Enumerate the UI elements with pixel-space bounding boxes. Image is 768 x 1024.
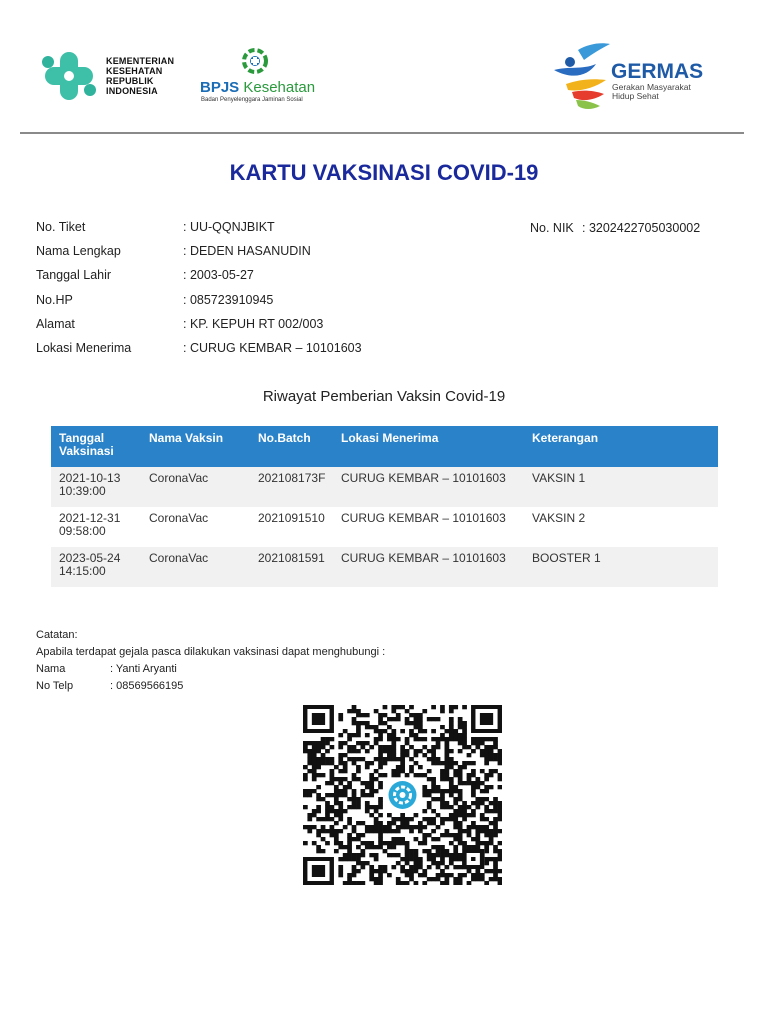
kemenkes-name: KEMENTERIAN KESEHATAN REPUBLIK INDONESIA xyxy=(106,56,175,96)
bpjs-subtitle: Badan Penyelenggara Jaminan Sosial xyxy=(201,97,303,103)
germas-title: GERMAS xyxy=(611,60,704,83)
info-row-birthdate xyxy=(36,268,736,292)
germas-logo-icon xyxy=(548,40,618,112)
contact-name-label: Nama xyxy=(36,663,66,675)
table-row xyxy=(51,467,718,507)
qr-code-icon xyxy=(303,705,502,885)
header-batch: No.Batch xyxy=(258,431,311,445)
kemenkes-logo xyxy=(38,50,174,102)
contact-name-row xyxy=(36,663,385,680)
germas-subtitle: Gerakan Masyarakat Hidup Sehat xyxy=(612,82,691,101)
cell-location: CURUG KEMBAR – 10101603 xyxy=(341,551,506,565)
info-row-address xyxy=(36,317,736,341)
cell-note: VAKSIN 2 xyxy=(532,511,586,525)
header-vaccine: Nama Vaksin xyxy=(149,431,224,445)
cell-note: VAKSIN 1 xyxy=(532,471,586,485)
cell-location: CURUG KEMBAR – 10101603 xyxy=(341,471,506,485)
kemenkes-logo-icon xyxy=(38,50,100,102)
table-header xyxy=(51,426,718,467)
vaccination-history-table xyxy=(51,426,718,587)
info-value: : 2003-05-27 xyxy=(183,268,254,283)
contact-phone-row xyxy=(36,680,385,697)
cell-date: 2021-10-13 10:39:00 xyxy=(59,471,121,498)
qr-code xyxy=(303,705,502,885)
info-value: : UU-QQNJBIKT xyxy=(183,220,275,234)
header-divider xyxy=(20,132,744,134)
germas-logo xyxy=(548,40,723,115)
contact-phone-label: No Telp xyxy=(36,680,74,692)
info-label: Nama Lengkap xyxy=(36,244,121,259)
info-value: : DEDEN HASANUDIN xyxy=(183,244,311,259)
info-value: : KP. KEPUH RT 002/003 xyxy=(183,316,324,331)
nik-value: : 3202422705030002 xyxy=(582,221,701,235)
info-row-name xyxy=(36,244,736,268)
bpjs-name: BPJS Kesehatan xyxy=(200,79,316,96)
table-row xyxy=(51,547,718,587)
notes-section xyxy=(36,629,385,697)
nik-field xyxy=(530,221,700,235)
cell-batch: 2021081591 xyxy=(258,551,325,565)
header-date: Tanggal Vaksinasi xyxy=(59,431,114,458)
cell-batch: 202108173F xyxy=(258,471,326,485)
info-label: No. Tiket xyxy=(36,220,86,234)
info-label: Alamat xyxy=(36,316,75,331)
info-value: : CURUG KEMBAR – 10101603 xyxy=(183,340,362,355)
notes-title: Catatan: xyxy=(36,629,78,641)
personal-info xyxy=(36,220,736,365)
bpjs-logo-icon xyxy=(240,46,270,76)
cell-date: 2021-12-31 09:58:00 xyxy=(59,511,121,538)
contact-name-value: : Yanti Aryanti xyxy=(110,663,177,675)
nik-label: No. NIK xyxy=(530,221,574,235)
page-title: KARTU VAKSINASI COVID-19 xyxy=(229,160,539,185)
table-row xyxy=(51,507,718,547)
cell-date: 2023-05-24 14:15:00 xyxy=(59,551,121,578)
history-title: Riwayat Pemberian Vaksin Covid-19 xyxy=(262,388,506,405)
cell-vaccine: CoronaVac xyxy=(149,511,209,525)
info-label: Lokasi Menerima xyxy=(36,340,132,355)
info-row-location xyxy=(36,341,736,365)
cell-batch: 2021091510 xyxy=(258,511,325,525)
bpjs-logo xyxy=(198,46,323,106)
header-location: Lokasi Menerima xyxy=(341,431,439,445)
notes-text: Apabila terdapat gejala pasca dilakukan vaksinasi dapat menghubungi : xyxy=(36,646,386,658)
info-row-phone xyxy=(36,293,736,317)
cell-vaccine: CoronaVac xyxy=(149,471,209,485)
page-header xyxy=(0,0,768,135)
info-value: : 085723910945 xyxy=(183,292,274,307)
cell-vaccine: CoronaVac xyxy=(149,551,209,565)
info-label: Tanggal Lahir xyxy=(36,268,112,283)
cell-note: BOOSTER 1 xyxy=(532,551,601,565)
cell-location: CURUG KEMBAR – 10101603 xyxy=(341,511,506,525)
contact-phone-value: : 08569566195 xyxy=(110,680,184,692)
info-label: No.HP xyxy=(36,292,73,307)
header-note: Keterangan xyxy=(532,431,599,445)
